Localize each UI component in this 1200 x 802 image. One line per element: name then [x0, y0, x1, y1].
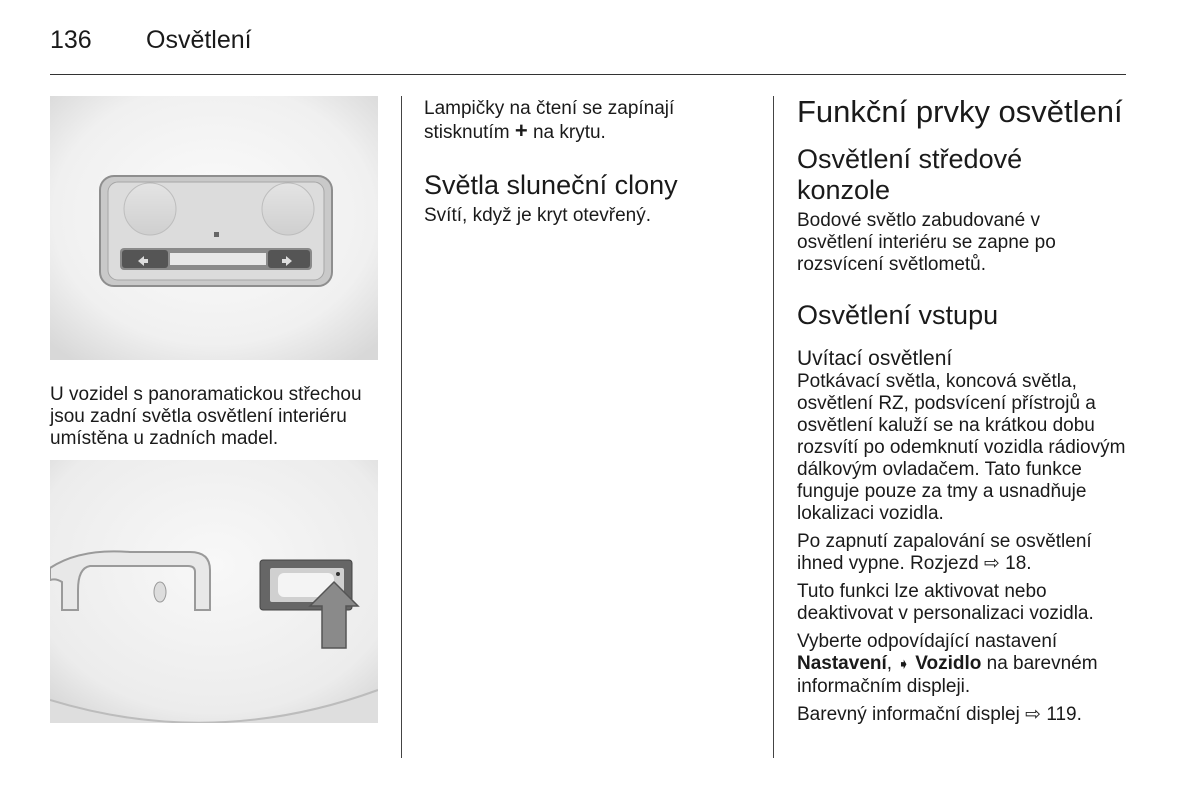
column-divider-1 [401, 96, 402, 758]
header-rule [50, 74, 1126, 75]
settings-path-text [797, 631, 1127, 698]
intro-line-2: stisknutím [424, 122, 510, 143]
page-reference-link[interactable]: 18. [1005, 553, 1032, 574]
column-divider-2 [773, 96, 774, 758]
page-reference-icon: ⇨ [983, 553, 1000, 574]
page-reference-icon: ⇨ [1025, 704, 1042, 725]
caption-text: U vozidel s panoramatickou střechou jsou zadní světla osvětlení interiéru umístěna u zadních madel. [50, 384, 362, 449]
vehicle-menu-label: Vozidlo [915, 653, 982, 674]
color-display-label: Barevný informační displej [797, 704, 1020, 725]
page-header [50, 26, 252, 55]
column-2 [424, 98, 759, 227]
settings-path-end: na barevném informačním displeji. [797, 653, 1098, 697]
figure-caption [50, 384, 385, 450]
page-number: 136 [50, 26, 92, 54]
welcome-lighting-text: Potkávací světla, koncová světla, osvětlení RZ, podsvícení přístrojů a osvětlení kaluží se na krátkou dobu rozsvítí po odemknutí vozidla rádiovým dálkovým ovladačem. Tato funkce funguje pouze za tmy a usnadňuje lokalizaci vozidla. [797, 371, 1126, 524]
center-console-text: Bodové světlo zabudované v osvětlení interiéru se zapne po rozsvícení světlometů. [797, 210, 1056, 275]
settings-separator: , [886, 653, 893, 674]
ignition-text-body: Po zapnutí zapalování se osvětlení ihned vypne. Rozjezd [797, 531, 1092, 574]
welcome-lighting-heading: Uvítací osvětlení [797, 347, 953, 370]
sun-visor-text: Svítí, když je kryt otevřený. [424, 205, 652, 226]
color-display-text [797, 704, 1132, 726]
reading-lamp-text [424, 98, 759, 144]
reading-lamp-illustration [50, 96, 378, 360]
page-reference-link[interactable]: 119. [1046, 704, 1082, 725]
sun-visor-heading: Světla sluneční clony [424, 170, 678, 200]
personalization-text: Tuto funkci lze aktivovat nebo deaktivovat v personalizaci vozidla. [797, 581, 1094, 624]
column-3 [797, 94, 1132, 732]
center-console-heading: Osvětlení středové konzole [797, 144, 1023, 205]
rear-handle-figure [50, 460, 378, 723]
entry-lighting-heading: Osvětlení vstupu [797, 300, 999, 330]
settings-menu-label: Nastavení [797, 653, 887, 674]
settings-path-intro: Vyberte odpovídající nastavení [797, 631, 1058, 652]
rear-handle-illustration [50, 460, 378, 723]
reading-lamp-figure [50, 96, 378, 360]
section-title-main: Funkční prvky osvětlení [797, 94, 1123, 129]
menu-arrow-icon: ➧ [897, 656, 910, 673]
ignition-text [797, 531, 1117, 575]
section-title: Osvětlení [146, 26, 252, 54]
intro-line-2-end: na krytu. [532, 122, 606, 143]
plus-icon: + [514, 118, 528, 143]
intro-line-1: Lampičky na čtení se zapínají [424, 98, 675, 119]
